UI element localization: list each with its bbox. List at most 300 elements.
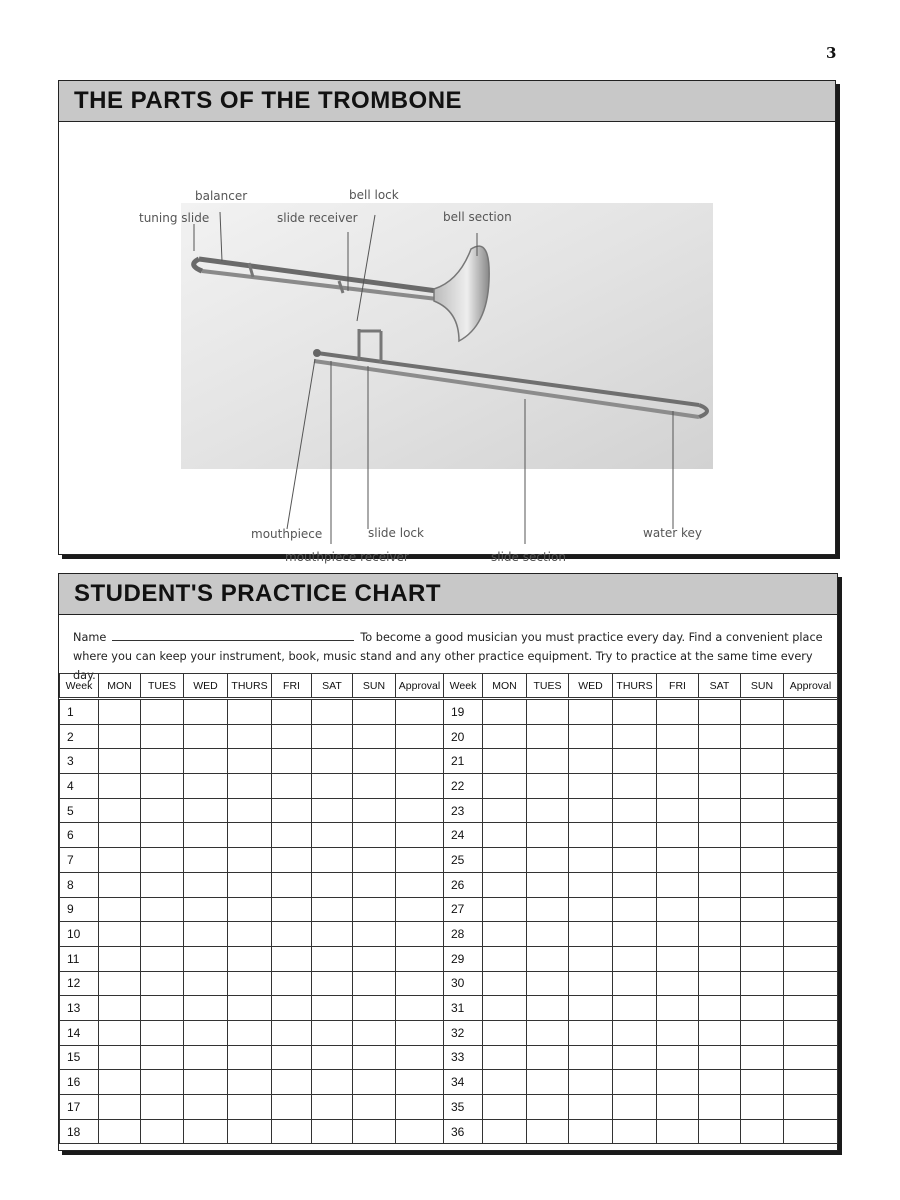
practice-day-cell[interactable] bbox=[613, 996, 657, 1021]
practice-day-cell[interactable] bbox=[483, 749, 527, 774]
practice-day-cell[interactable] bbox=[184, 1070, 228, 1095]
practice-day-cell[interactable] bbox=[699, 724, 741, 749]
label-bell-section: bell section bbox=[443, 210, 512, 224]
practice-day-cell[interactable] bbox=[527, 699, 569, 725]
practice-day-cell[interactable] bbox=[228, 996, 272, 1021]
practice-day-cell[interactable] bbox=[699, 798, 741, 823]
practice-day-cell[interactable] bbox=[569, 922, 613, 947]
approval-cell[interactable] bbox=[396, 1020, 444, 1045]
practice-day-cell[interactable] bbox=[312, 897, 353, 922]
practice-day-cell[interactable] bbox=[184, 749, 228, 774]
practice-day-cell[interactable] bbox=[99, 872, 141, 897]
practice-day-cell[interactable] bbox=[312, 848, 353, 873]
practice-day-cell[interactable] bbox=[657, 798, 699, 823]
name-blank-line[interactable] bbox=[112, 630, 354, 641]
practice-day-cell[interactable] bbox=[141, 971, 184, 996]
practice-day-cell[interactable] bbox=[527, 996, 569, 1021]
practice-day-cell[interactable] bbox=[184, 922, 228, 947]
practice-day-cell[interactable] bbox=[353, 749, 396, 774]
practice-day-cell[interactable] bbox=[99, 1070, 141, 1095]
practice-day-cell[interactable] bbox=[353, 823, 396, 848]
practice-day-cell[interactable] bbox=[569, 946, 613, 971]
practice-day-cell[interactable] bbox=[272, 823, 312, 848]
practice-day-cell[interactable] bbox=[353, 922, 396, 947]
practice-day-cell[interactable] bbox=[99, 848, 141, 873]
practice-day-cell[interactable] bbox=[353, 798, 396, 823]
practice-day-cell[interactable] bbox=[99, 1095, 141, 1120]
column-header: MON bbox=[483, 674, 527, 699]
practice-day-cell[interactable] bbox=[699, 1020, 741, 1045]
approval-cell[interactable] bbox=[396, 724, 444, 749]
practice-day-cell[interactable] bbox=[483, 872, 527, 897]
week-number-cell: 32 bbox=[444, 1020, 483, 1045]
practice-day-cell[interactable] bbox=[272, 1020, 312, 1045]
practice-day-cell[interactable] bbox=[272, 699, 312, 725]
approval-cell[interactable] bbox=[784, 798, 838, 823]
practice-day-cell[interactable] bbox=[228, 897, 272, 922]
practice-day-cell[interactable] bbox=[483, 798, 527, 823]
practice-day-cell[interactable] bbox=[657, 848, 699, 873]
practice-day-cell[interactable] bbox=[741, 922, 784, 947]
practice-day-cell[interactable] bbox=[569, 1045, 613, 1070]
week-number-cell: 4 bbox=[60, 774, 99, 799]
practice-day-cell[interactable] bbox=[569, 971, 613, 996]
practice-day-cell[interactable] bbox=[99, 798, 141, 823]
practice-day-cell[interactable] bbox=[699, 1070, 741, 1095]
practice-day-cell[interactable] bbox=[569, 798, 613, 823]
practice-day-cell[interactable] bbox=[699, 872, 741, 897]
practice-day-cell[interactable] bbox=[353, 774, 396, 799]
practice-day-cell[interactable] bbox=[741, 1070, 784, 1095]
practice-day-cell[interactable] bbox=[527, 1119, 569, 1144]
practice-day-cell[interactable] bbox=[699, 897, 741, 922]
practice-day-cell[interactable] bbox=[657, 872, 699, 897]
week-number-cell: 17 bbox=[60, 1095, 99, 1120]
practice-day-cell[interactable] bbox=[353, 872, 396, 897]
practice-day-cell[interactable] bbox=[353, 1045, 396, 1070]
practice-day-cell[interactable] bbox=[699, 971, 741, 996]
practice-day-cell[interactable] bbox=[353, 1119, 396, 1144]
practice-day-cell[interactable] bbox=[272, 996, 312, 1021]
practice-day-cell[interactable] bbox=[184, 848, 228, 873]
practice-day-cell[interactable] bbox=[141, 1119, 184, 1144]
practice-day-cell[interactable] bbox=[483, 897, 527, 922]
practice-day-cell[interactable] bbox=[657, 749, 699, 774]
practice-day-cell[interactable] bbox=[527, 749, 569, 774]
practice-day-cell[interactable] bbox=[272, 724, 312, 749]
practice-day-cell[interactable] bbox=[184, 897, 228, 922]
approval-cell[interactable] bbox=[396, 798, 444, 823]
practice-day-cell[interactable] bbox=[141, 848, 184, 873]
practice-day-cell[interactable] bbox=[527, 971, 569, 996]
approval-cell[interactable] bbox=[396, 996, 444, 1021]
practice-day-cell[interactable] bbox=[141, 1020, 184, 1045]
practice-day-cell[interactable] bbox=[312, 699, 353, 725]
practice-day-cell[interactable] bbox=[312, 1020, 353, 1045]
practice-day-cell[interactable] bbox=[228, 1070, 272, 1095]
practice-day-cell[interactable] bbox=[613, 872, 657, 897]
practice-day-cell[interactable] bbox=[272, 1045, 312, 1070]
practice-day-cell[interactable] bbox=[483, 922, 527, 947]
practice-day-cell[interactable] bbox=[228, 699, 272, 725]
practice-day-cell[interactable] bbox=[483, 848, 527, 873]
practice-day-cell[interactable] bbox=[527, 774, 569, 799]
practice-day-cell[interactable] bbox=[141, 996, 184, 1021]
practice-day-cell[interactable] bbox=[141, 922, 184, 947]
practice-day-cell[interactable] bbox=[741, 1119, 784, 1144]
practice-day-cell[interactable] bbox=[527, 872, 569, 897]
practice-day-cell[interactable] bbox=[699, 774, 741, 799]
practice-day-cell[interactable] bbox=[613, 724, 657, 749]
practice-day-cell[interactable] bbox=[353, 971, 396, 996]
practice-day-cell[interactable] bbox=[312, 749, 353, 774]
practice-day-cell[interactable] bbox=[569, 1020, 613, 1045]
approval-cell[interactable] bbox=[396, 1119, 444, 1144]
approval-cell[interactable] bbox=[784, 1045, 838, 1070]
practice-day-cell[interactable] bbox=[353, 946, 396, 971]
practice-day-cell[interactable] bbox=[741, 749, 784, 774]
practice-day-cell[interactable] bbox=[99, 1119, 141, 1144]
practice-day-cell[interactable] bbox=[657, 897, 699, 922]
practice-day-cell[interactable] bbox=[272, 774, 312, 799]
approval-cell[interactable] bbox=[396, 922, 444, 947]
approval-cell[interactable] bbox=[784, 1020, 838, 1045]
practice-day-cell[interactable] bbox=[527, 1045, 569, 1070]
practice-day-cell[interactable] bbox=[699, 823, 741, 848]
week-number-cell: 8 bbox=[60, 872, 99, 897]
practice-day-cell[interactable] bbox=[483, 1020, 527, 1045]
practice-day-cell[interactable] bbox=[613, 1070, 657, 1095]
practice-day-cell[interactable] bbox=[184, 798, 228, 823]
practice-day-cell[interactable] bbox=[483, 724, 527, 749]
approval-cell[interactable] bbox=[784, 897, 838, 922]
practice-day-cell[interactable] bbox=[613, 774, 657, 799]
approval-cell[interactable] bbox=[396, 971, 444, 996]
practice-day-cell[interactable] bbox=[569, 897, 613, 922]
practice-day-cell[interactable] bbox=[613, 1095, 657, 1120]
practice-day-cell[interactable] bbox=[657, 1045, 699, 1070]
practice-day-cell[interactable] bbox=[741, 1020, 784, 1045]
approval-cell[interactable] bbox=[396, 946, 444, 971]
practice-day-cell[interactable] bbox=[228, 971, 272, 996]
practice-day-cell[interactable] bbox=[483, 699, 527, 725]
practice-day-cell[interactable] bbox=[657, 699, 699, 725]
approval-cell[interactable] bbox=[396, 699, 444, 725]
practice-day-cell[interactable] bbox=[141, 774, 184, 799]
approval-cell[interactable] bbox=[396, 774, 444, 799]
practice-day-cell[interactable] bbox=[741, 872, 784, 897]
practice-day-cell[interactable] bbox=[99, 1020, 141, 1045]
practice-day-cell[interactable] bbox=[353, 724, 396, 749]
practice-day-cell[interactable] bbox=[569, 699, 613, 725]
practice-day-cell[interactable] bbox=[657, 946, 699, 971]
practice-day-cell[interactable] bbox=[228, 774, 272, 799]
practice-day-cell[interactable] bbox=[527, 1095, 569, 1120]
practice-day-cell[interactable] bbox=[483, 1119, 527, 1144]
practice-day-cell[interactable] bbox=[99, 946, 141, 971]
practice-day-cell[interactable] bbox=[741, 1045, 784, 1070]
practice-day-cell[interactable] bbox=[741, 897, 784, 922]
practice-day-cell[interactable] bbox=[741, 699, 784, 725]
practice-day-cell[interactable] bbox=[141, 897, 184, 922]
practice-day-cell[interactable] bbox=[353, 996, 396, 1021]
approval-cell[interactable] bbox=[396, 897, 444, 922]
practice-day-cell[interactable] bbox=[569, 996, 613, 1021]
table-row bbox=[60, 1020, 838, 1045]
practice-day-cell[interactable] bbox=[741, 774, 784, 799]
week-number-cell: 24 bbox=[444, 823, 483, 848]
practice-day-cell[interactable] bbox=[141, 798, 184, 823]
practice-day-cell[interactable] bbox=[99, 774, 141, 799]
practice-day-cell[interactable] bbox=[483, 1095, 527, 1120]
practice-day-cell[interactable] bbox=[657, 1070, 699, 1095]
practice-day-cell[interactable] bbox=[312, 1045, 353, 1070]
practice-day-cell[interactable] bbox=[272, 922, 312, 947]
approval-cell[interactable] bbox=[784, 946, 838, 971]
practice-day-cell[interactable] bbox=[353, 1070, 396, 1095]
practice-day-cell[interactable] bbox=[184, 1020, 228, 1045]
practice-day-cell[interactable] bbox=[699, 1119, 741, 1144]
practice-day-cell[interactable] bbox=[312, 774, 353, 799]
practice-day-cell[interactable] bbox=[741, 848, 784, 873]
practice-day-cell[interactable] bbox=[569, 872, 613, 897]
practice-day-cell[interactable] bbox=[99, 724, 141, 749]
practice-day-cell[interactable] bbox=[312, 1095, 353, 1120]
practice-day-cell[interactable] bbox=[312, 798, 353, 823]
approval-cell[interactable] bbox=[784, 1095, 838, 1120]
practice-day-cell[interactable] bbox=[483, 774, 527, 799]
practice-day-cell[interactable] bbox=[527, 724, 569, 749]
practice-day-cell[interactable] bbox=[141, 823, 184, 848]
practice-day-cell[interactable] bbox=[613, 971, 657, 996]
practice-day-cell[interactable] bbox=[312, 872, 353, 897]
practice-day-cell[interactable] bbox=[699, 1045, 741, 1070]
practice-day-cell[interactable] bbox=[312, 724, 353, 749]
practice-day-cell[interactable] bbox=[272, 897, 312, 922]
approval-cell[interactable] bbox=[396, 823, 444, 848]
approval-cell[interactable] bbox=[784, 971, 838, 996]
practice-day-cell[interactable] bbox=[613, 1020, 657, 1045]
practice-day-cell[interactable] bbox=[312, 1070, 353, 1095]
practice-day-cell[interactable] bbox=[527, 798, 569, 823]
practice-day-cell[interactable] bbox=[228, 1119, 272, 1144]
practice-day-cell[interactable] bbox=[527, 946, 569, 971]
approval-cell[interactable] bbox=[396, 872, 444, 897]
practice-day-cell[interactable] bbox=[657, 996, 699, 1021]
practice-day-cell[interactable] bbox=[613, 798, 657, 823]
practice-day-cell[interactable] bbox=[527, 897, 569, 922]
practice-day-cell[interactable] bbox=[184, 1119, 228, 1144]
practice-day-cell[interactable] bbox=[228, 1020, 272, 1045]
practice-day-cell[interactable] bbox=[657, 774, 699, 799]
practice-day-cell[interactable] bbox=[228, 1045, 272, 1070]
week-number-cell: 35 bbox=[444, 1095, 483, 1120]
practice-day-cell[interactable] bbox=[141, 1095, 184, 1120]
practice-day-cell[interactable] bbox=[228, 749, 272, 774]
practice-day-cell[interactable] bbox=[272, 971, 312, 996]
practice-day-cell[interactable] bbox=[272, 1119, 312, 1144]
practice-day-cell[interactable] bbox=[527, 823, 569, 848]
practice-day-cell[interactable] bbox=[741, 1095, 784, 1120]
practice-day-cell[interactable] bbox=[527, 848, 569, 873]
practice-day-cell[interactable] bbox=[569, 823, 613, 848]
practice-day-cell[interactable] bbox=[657, 1119, 699, 1144]
practice-day-cell[interactable] bbox=[141, 724, 184, 749]
practice-day-cell[interactable] bbox=[184, 946, 228, 971]
practice-day-cell[interactable] bbox=[184, 823, 228, 848]
approval-cell[interactable] bbox=[396, 848, 444, 873]
practice-day-cell[interactable] bbox=[99, 971, 141, 996]
practice-day-cell[interactable] bbox=[272, 1095, 312, 1120]
practice-day-cell[interactable] bbox=[141, 872, 184, 897]
approval-cell[interactable] bbox=[784, 1070, 838, 1095]
practice-day-cell[interactable] bbox=[613, 699, 657, 725]
practice-day-cell[interactable] bbox=[699, 922, 741, 947]
practice-day-cell[interactable] bbox=[272, 872, 312, 897]
practice-day-cell[interactable] bbox=[141, 1070, 184, 1095]
table-row bbox=[60, 774, 838, 799]
practice-day-cell[interactable] bbox=[184, 1045, 228, 1070]
practice-day-cell[interactable] bbox=[99, 996, 141, 1021]
practice-day-cell[interactable] bbox=[613, 1119, 657, 1144]
approval-cell[interactable] bbox=[784, 749, 838, 774]
practice-day-cell[interactable] bbox=[312, 996, 353, 1021]
practice-day-cell[interactable] bbox=[353, 848, 396, 873]
practice-day-cell[interactable] bbox=[613, 946, 657, 971]
practice-day-cell[interactable] bbox=[184, 724, 228, 749]
practice-day-cell[interactable] bbox=[613, 749, 657, 774]
practice-day-cell[interactable] bbox=[312, 823, 353, 848]
approval-cell[interactable] bbox=[784, 699, 838, 725]
practice-day-cell[interactable] bbox=[99, 897, 141, 922]
practice-day-cell[interactable] bbox=[184, 699, 228, 725]
practice-day-cell[interactable] bbox=[99, 1045, 141, 1070]
practice-day-cell[interactable] bbox=[699, 946, 741, 971]
practice-day-cell[interactable] bbox=[141, 699, 184, 725]
practice-day-cell[interactable] bbox=[569, 1070, 613, 1095]
practice-day-cell[interactable] bbox=[741, 996, 784, 1021]
practice-day-cell[interactable] bbox=[483, 1070, 527, 1095]
practice-day-cell[interactable] bbox=[184, 774, 228, 799]
practice-day-cell[interactable] bbox=[141, 1045, 184, 1070]
practice-day-cell[interactable] bbox=[741, 946, 784, 971]
practice-day-cell[interactable] bbox=[699, 848, 741, 873]
practice-day-cell[interactable] bbox=[228, 724, 272, 749]
practice-day-cell[interactable] bbox=[613, 897, 657, 922]
practice-day-cell[interactable] bbox=[353, 699, 396, 725]
practice-day-cell[interactable] bbox=[569, 1119, 613, 1144]
practice-day-cell[interactable] bbox=[657, 724, 699, 749]
practice-day-cell[interactable] bbox=[483, 823, 527, 848]
practice-day-cell[interactable] bbox=[228, 798, 272, 823]
practice-day-cell[interactable] bbox=[657, 922, 699, 947]
practice-day-cell[interactable] bbox=[569, 848, 613, 873]
practice-day-cell[interactable] bbox=[699, 996, 741, 1021]
practice-day-cell[interactable] bbox=[99, 823, 141, 848]
practice-day-cell[interactable] bbox=[569, 1095, 613, 1120]
practice-day-cell[interactable] bbox=[312, 971, 353, 996]
approval-cell[interactable] bbox=[396, 1045, 444, 1070]
practice-day-cell[interactable] bbox=[228, 946, 272, 971]
practice-day-cell[interactable] bbox=[99, 922, 141, 947]
practice-day-cell[interactable] bbox=[613, 823, 657, 848]
practice-day-cell[interactable] bbox=[527, 922, 569, 947]
practice-day-cell[interactable] bbox=[699, 749, 741, 774]
approval-cell[interactable] bbox=[784, 724, 838, 749]
practice-day-cell[interactable] bbox=[483, 996, 527, 1021]
practice-day-cell[interactable] bbox=[613, 848, 657, 873]
practice-day-cell[interactable] bbox=[312, 946, 353, 971]
approval-cell[interactable] bbox=[784, 848, 838, 873]
practice-day-cell[interactable] bbox=[272, 749, 312, 774]
practice-day-cell[interactable] bbox=[353, 1095, 396, 1120]
practice-day-cell[interactable] bbox=[184, 971, 228, 996]
practice-day-cell[interactable] bbox=[99, 749, 141, 774]
practice-day-cell[interactable] bbox=[141, 749, 184, 774]
practice-day-cell[interactable] bbox=[228, 848, 272, 873]
practice-day-cell[interactable] bbox=[657, 1095, 699, 1120]
practice-day-cell[interactable] bbox=[99, 699, 141, 725]
approval-cell[interactable] bbox=[784, 872, 838, 897]
practice-day-cell[interactable] bbox=[569, 749, 613, 774]
practice-day-cell[interactable] bbox=[613, 922, 657, 947]
approval-cell[interactable] bbox=[396, 1070, 444, 1095]
practice-day-cell[interactable] bbox=[613, 1045, 657, 1070]
practice-day-cell[interactable] bbox=[527, 1070, 569, 1095]
approval-cell[interactable] bbox=[396, 1095, 444, 1120]
practice-day-cell[interactable] bbox=[657, 1020, 699, 1045]
practice-day-cell[interactable] bbox=[272, 946, 312, 971]
practice-day-cell[interactable] bbox=[699, 1095, 741, 1120]
practice-day-cell[interactable] bbox=[657, 971, 699, 996]
practice-day-cell[interactable] bbox=[353, 897, 396, 922]
practice-day-cell[interactable] bbox=[228, 823, 272, 848]
practice-day-cell[interactable] bbox=[228, 922, 272, 947]
approval-cell[interactable] bbox=[396, 749, 444, 774]
practice-day-cell[interactable] bbox=[569, 774, 613, 799]
practice-day-cell[interactable] bbox=[569, 724, 613, 749]
practice-day-cell[interactable] bbox=[312, 922, 353, 947]
practice-day-cell[interactable] bbox=[272, 848, 312, 873]
practice-day-cell[interactable] bbox=[483, 946, 527, 971]
practice-day-cell[interactable] bbox=[228, 872, 272, 897]
practice-day-cell[interactable] bbox=[699, 699, 741, 725]
practice-day-cell[interactable] bbox=[657, 823, 699, 848]
practice-day-cell[interactable] bbox=[741, 823, 784, 848]
practice-day-cell[interactable] bbox=[272, 798, 312, 823]
approval-cell[interactable] bbox=[784, 922, 838, 947]
practice-day-cell[interactable] bbox=[184, 996, 228, 1021]
practice-day-cell[interactable] bbox=[141, 946, 184, 971]
practice-day-cell[interactable] bbox=[272, 1070, 312, 1095]
table-row bbox=[60, 946, 838, 971]
practice-day-cell[interactable] bbox=[741, 724, 784, 749]
practice-day-cell[interactable] bbox=[353, 1020, 396, 1045]
practice-day-cell[interactable] bbox=[741, 798, 784, 823]
approval-cell[interactable] bbox=[784, 823, 838, 848]
practice-day-cell[interactable] bbox=[741, 971, 784, 996]
practice-day-cell[interactable] bbox=[184, 872, 228, 897]
practice-day-cell[interactable] bbox=[483, 971, 527, 996]
practice-day-cell[interactable] bbox=[483, 1045, 527, 1070]
practice-day-cell[interactable] bbox=[184, 1095, 228, 1120]
practice-day-cell[interactable] bbox=[312, 1119, 353, 1144]
approval-cell[interactable] bbox=[784, 996, 838, 1021]
approval-cell[interactable] bbox=[784, 1119, 838, 1144]
practice-day-cell[interactable] bbox=[527, 1020, 569, 1045]
practice-day-cell[interactable] bbox=[228, 1095, 272, 1120]
approval-cell[interactable] bbox=[784, 774, 838, 799]
